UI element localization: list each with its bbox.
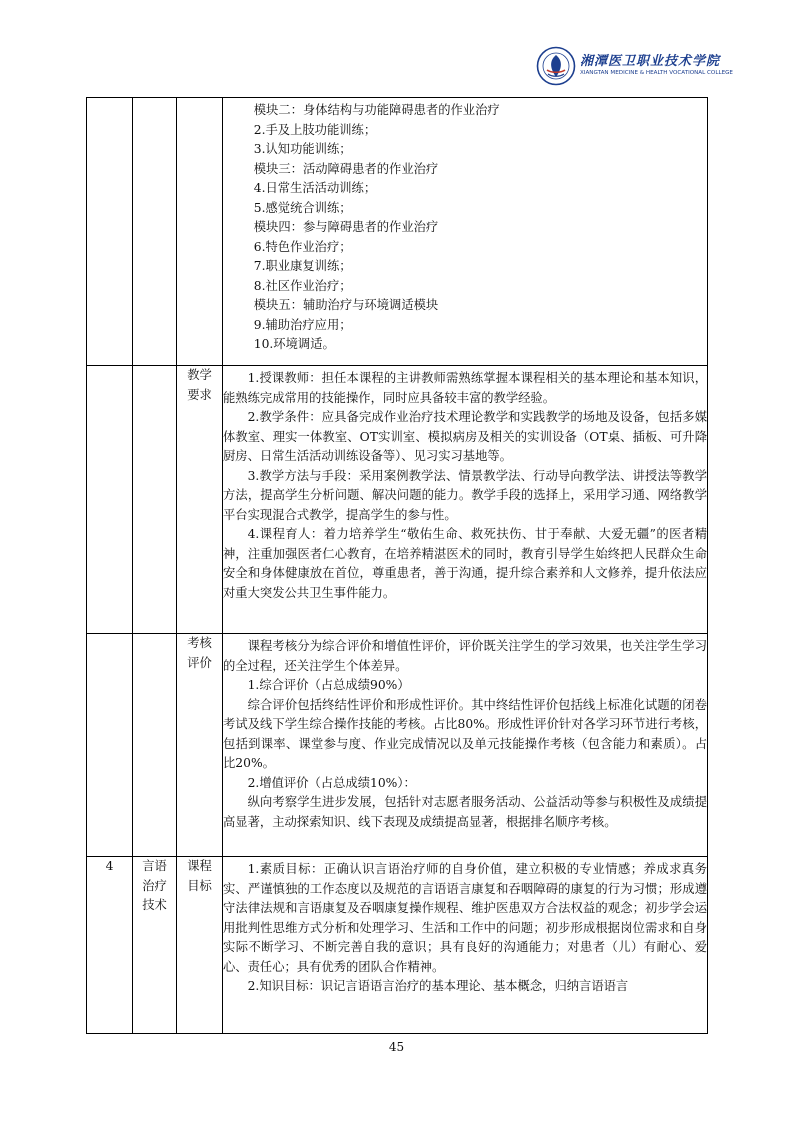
paragraph: 1.综合评价（占总成绩90%） <box>247 678 410 692</box>
paragraph: 3.教学方法与手段：采用案例教学法、情景教学法、行动导向教学法、讲授法等教学方法，提高学生分析问题、解决问题的能力。教学手段的选择上，采用学习通、网络教学平台实现混合式教学，提高学生的参与性。 <box>223 468 707 522</box>
course-objectives-content <box>223 857 708 1034</box>
assessment-label: 考核 评价 <box>177 634 223 857</box>
college-emblem-icon <box>536 46 576 86</box>
paragraph: 课程考核分为综合评价和增值性评价，评价既关注学生的学习效果，也关注学生学习的全过程，还关注学生个体差异。 <box>223 639 707 673</box>
content-line: 6.特色作业治疗； <box>253 239 352 254</box>
paragraph: 纵向考察学生进步发展，包括针对志愿者服务活动、公益活动等参与积极性及成绩提高显著，主动探索知识、线下表现及成绩提高显著，根据排名顺序考核。 <box>223 795 707 829</box>
content-line: 模块五：辅助治疗与环境调适模块 <box>253 298 439 312</box>
content-line: 5.感觉统合训练； <box>253 200 352 215</box>
course-number: 4 <box>87 857 133 1034</box>
paragraph: 4.课程育人：着力培养学生“敬佑生命、救死扶伤、甘于奉献、大爱无疆”的医者精神，注重加强医者仁心教育，在培养精湛医术的同时，教育引导学生始终把人民群众生命安全和身体健康放在首位，尊重患者，善于沟通，提升综合素养和人文修养，提升依法应对重大突发公共卫生事件能力。 <box>223 527 707 600</box>
paragraph: 2.增值评价（占总成绩10%）： <box>247 775 416 790</box>
content-line: 7.职业康复训练； <box>253 259 352 273</box>
logo-english-name: XIANGTAN MEDICINE & HEALTH VOCATIONAL COLLEGE <box>580 70 733 76</box>
course-number-cell <box>87 98 133 366</box>
course-name-cell <box>133 634 177 857</box>
paragraph: 1.授课教师：担任本课程的主讲教师需熟练掌握本课程相关的基本理论和基本知识，能熟练完成常用的技能操作，同时应具备较丰富的教学经验。 <box>223 371 707 405</box>
content-line: 8.社区作业治疗； <box>253 278 352 293</box>
content-line: 3.认知功能训练； <box>253 142 352 156</box>
course-name-cell <box>133 366 177 634</box>
table-row <box>87 98 708 366</box>
paragraph: 综合评价包括终结性评价和形成性评价。其中终结性评价包括线上标准化试题的闭卷考试及线下学生综合操作技能的考核。占比80%。形成性评价针对各学习环节进行考核，包括到课率、课堂参与度、作业完成情况以及单元技能操作考核（包含能力和素质）。占比20%。 <box>223 697 707 770</box>
course-name-cell <box>133 98 177 366</box>
table-row <box>87 366 708 634</box>
teaching-requirements-label: 教学 要求 <box>177 366 223 634</box>
table-row <box>87 634 708 857</box>
content-line: 模块三：活动障碍患者的作业治疗 <box>253 161 439 176</box>
course-name: 言语 治疗 技术 <box>133 857 177 1034</box>
table-row <box>87 857 708 1034</box>
assessment-content <box>223 634 708 857</box>
college-logo <box>536 44 733 88</box>
paragraph: 2.教学条件：应具备完成作业治疗技术理论教学和实践教学的场地及设备，包括多媒体教室、理实一体教室、OT实训室、模拟病房及相关的实训设备（OT桌、插板、可升降厨房、日常生活活动训练设备等）、见习实习基地等。 <box>223 410 707 463</box>
course-number-cell <box>87 366 133 634</box>
content-line: 模块四：参与障碍患者的作业治疗 <box>253 220 439 234</box>
curriculum-table <box>86 97 708 1034</box>
content-line: 9.辅助治疗应用； <box>253 317 352 332</box>
paragraph: 1.素质目标：正确认识言语治疗师的自身价值，建立积极的专业情感；养成求真务实、严谨慎独的工作态度以及规范的言语语言康复和吞咽障碍的康复的行为习惯；形成遵守法律法规和言语康复及吞咽康复操作规程、维护医患双方合法权益的观念；初步学会运用批判性思维方式分析和处理学习、生活和工作中的问题；初步形成根据岗位需求和自身实际不断学习、不断完善自我的意识；具有良好的沟通能力；对患者（儿）有耐心、爱心、责任心；具有优秀的团队合作精神。 <box>223 862 707 974</box>
content-line: 2.手及上肢功能训练； <box>253 122 377 137</box>
content-line: 4.日常生活活动训练； <box>253 181 377 195</box>
paragraph: 2.知识目标：识记言语语言治疗的基本理论、基本概念，归纳言语语言 <box>247 979 629 993</box>
content-line: 模块二：身体结构与功能障碍患者的作业治疗 <box>253 103 500 117</box>
teaching-requirements-content <box>223 366 708 634</box>
content-line: 10.环境调适。 <box>253 337 335 351</box>
logo-chinese-name: 湘潭医卫职业技术学院 <box>580 54 721 69</box>
course-number-cell <box>87 634 133 857</box>
continuation-content-cell <box>223 98 708 366</box>
category-label-cell <box>177 98 223 366</box>
course-objectives-label: 课程 目标 <box>177 857 223 1034</box>
page-number: 45 <box>388 1040 405 1054</box>
